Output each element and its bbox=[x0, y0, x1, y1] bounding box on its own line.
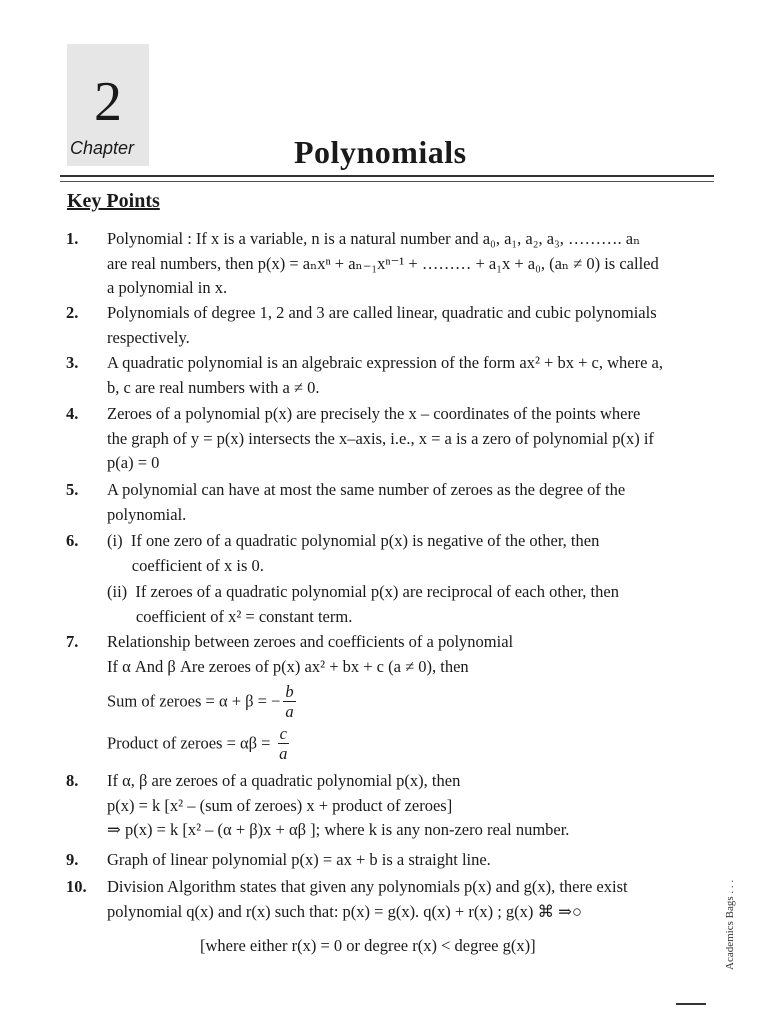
item-line: the graph of y = p(x) intersects the x–axis, i.e., x = a is a zero of polynomial p(x) if bbox=[107, 428, 654, 448]
item-line: p(x) = k [x² – (sum of zeroes) x + product of zeroes] bbox=[107, 795, 453, 815]
item-line: p(a) = 0 bbox=[107, 453, 160, 472]
key-point-6-sub-ii bbox=[107, 580, 717, 629]
product-of-zeroes-formula bbox=[107, 724, 717, 763]
page-title: Polynomials bbox=[294, 134, 467, 170]
item-line: (ii) If zeroes of a quadratic polynomial p(x) are reciprocal of each other, then bbox=[107, 582, 619, 601]
title-rule-thin bbox=[60, 181, 714, 182]
item-line: coefficient of x² = constant term. bbox=[107, 606, 353, 626]
item-number: 4. bbox=[66, 404, 79, 423]
item-line: Zeroes of a polynomial p(x) are precisely the x – coordinates of the points where bbox=[107, 404, 641, 423]
item-line: ⇒ p(x) = k [x² – (α + β)x + αβ ]; where k is any non-zero real number. bbox=[107, 820, 570, 839]
item-line: If α, β are zeroes of a quadratic polynomial p(x), then bbox=[107, 771, 461, 790]
numerator: b bbox=[285, 682, 294, 701]
item-number: 7. bbox=[66, 632, 79, 651]
watermark-text: Academics Bags . . . bbox=[724, 879, 736, 970]
section-heading: Key Points bbox=[67, 190, 160, 212]
item-number: 3. bbox=[66, 353, 79, 372]
item-number: 6. bbox=[66, 531, 79, 550]
chapter-number: 2 bbox=[94, 71, 122, 133]
item-line: polynomial. bbox=[107, 504, 187, 524]
item-line: Relationship between zeroes and coefficients of a polynomial bbox=[107, 632, 514, 651]
formula-label: Product of zeroes = αβ = bbox=[107, 733, 275, 753]
chapter-box bbox=[67, 44, 149, 166]
footer-mark bbox=[676, 1003, 706, 1005]
item-line: A quadratic polynomial is an algebraic expression of the form ax² + bx + c, where a, bbox=[107, 353, 663, 372]
item-line: polynomial q(x) and r(x) such that: p(x) = g(x). q(x) + r(x) ; g(x) ⌘ ⇒○ bbox=[107, 901, 582, 921]
formula-label: Sum of zeroes = α + β = − bbox=[107, 691, 281, 711]
item-line: are real numbers, then p(x) = aₙxⁿ + aₙ₋₁xⁿ⁻¹ + ……… + a₁x + a₀, (aₙ ≠ 0) is called bbox=[107, 253, 659, 273]
item-line: Division Algorithm states that given any polynomials p(x) and g(x), there exist bbox=[107, 877, 628, 896]
item-line: Polynomial : If x is a variable, n is a natural number and a₀, a₁, a₂, a₃, ………. aₙ bbox=[107, 229, 641, 248]
sum-of-zeroes-formula bbox=[107, 682, 717, 721]
chapter-label: Chapter bbox=[70, 138, 135, 158]
item-number: 1. bbox=[66, 229, 79, 248]
item-number: 10. bbox=[66, 877, 87, 896]
item-number: 8. bbox=[66, 771, 79, 790]
item-number: 9. bbox=[66, 850, 79, 869]
item-line: Graph of linear polynomial p(x) = ax + b is a straight line. bbox=[107, 850, 491, 869]
item-line: If α And β Are zeroes of p(x) ax² + bx + c (a ≠ 0), then bbox=[107, 656, 469, 676]
item-line: A polynomial can have at most the same number of zeroes as the degree of the bbox=[107, 480, 626, 499]
item-line: coefficient of x is 0. bbox=[107, 555, 264, 575]
item-line: a polynomial in x. bbox=[107, 278, 228, 297]
item-line: respectively. bbox=[107, 327, 190, 347]
item-number: 5. bbox=[66, 480, 79, 499]
fraction bbox=[278, 724, 289, 763]
item-line: Polynomials of degree 1, 2 and 3 are called linear, quadratic and cubic polynomials bbox=[107, 303, 657, 322]
item-line: (i) If one zero of a quadratic polynomial p(x) is negative of the other, then bbox=[107, 531, 600, 550]
fraction bbox=[283, 682, 295, 721]
denominator: a bbox=[279, 744, 288, 763]
denominator: a bbox=[285, 702, 294, 721]
side-watermark bbox=[702, 810, 736, 970]
item-number: 2. bbox=[66, 303, 79, 322]
title-rule-thick bbox=[60, 175, 714, 177]
closing-note: [where either r(x) = 0 or degree r(x) < degree g(x)] bbox=[200, 936, 536, 955]
numerator: c bbox=[279, 724, 287, 743]
item-line: b, c are real numbers with a ≠ 0. bbox=[107, 377, 320, 397]
